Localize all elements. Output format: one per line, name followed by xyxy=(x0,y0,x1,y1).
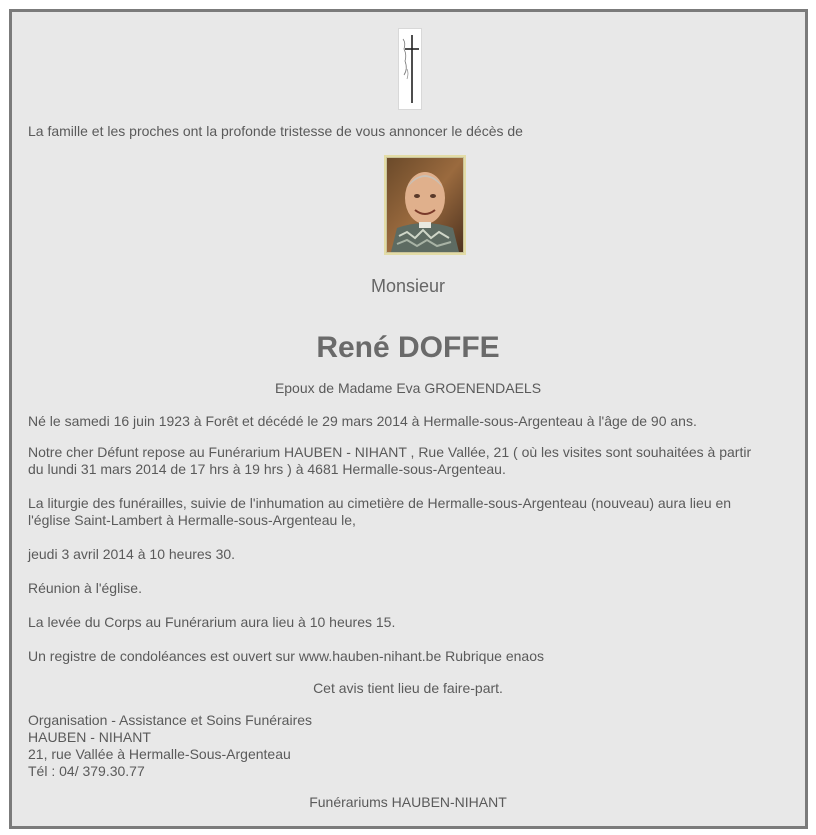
birth-death-text: Né le samedi 16 juin 1923 à Forêt et décédé le 29 mars 2014 à Hermalle-sous-Argenteau à l'âge de 90 ans. xyxy=(28,413,697,429)
registre-text: Un registre de condoléances est ouvert sur www.hauben-nihant.be Rubrique enaos xyxy=(28,648,544,664)
organisation-line-1: Organisation - Assistance et Soins Funéraires xyxy=(28,712,313,728)
repose-line-1: Notre cher Défunt repose au Funérarium HAUBEN - NIHANT , Rue Vallée, 21 ( où les visites sont souhaitées à partir xyxy=(28,444,752,460)
organisation-line-2: HAUBEN - NIHANT xyxy=(28,729,151,745)
portrait-photo xyxy=(384,155,466,255)
liturgy-line-1: La liturgie des funérailles, suivie de l'inhumation au cimetière de Hermalle-sous-Argenteau (nouveau) aura lieu en xyxy=(28,495,732,511)
intro-text: La famille et les proches ont la profonde tristesse de vous annoncer le décès de xyxy=(28,123,523,139)
repose-line-2: du lundi 31 mars 2014 de 17 hrs à 19 hrs ) à 4681 Hermalle-sous-Argenteau. xyxy=(28,461,506,477)
obituary-frame xyxy=(9,9,808,829)
footer-text: Funérariums HAUBEN-NIHANT xyxy=(309,794,507,810)
faire-part-text: Cet avis tient lieu de faire-part. xyxy=(313,680,503,696)
reunion-text: Réunion à l'église. xyxy=(28,580,142,596)
deceased-name: René DOFFE xyxy=(316,331,500,364)
title-text: Monsieur xyxy=(370,276,446,296)
ceremony-date: jeudi 3 avril 2014 à 10 heures 30. xyxy=(28,546,236,562)
organisation-line-3: 21, rue Vallée à Hermalle-Sous-Argenteau xyxy=(28,746,291,762)
spouse-text: Epoux de Madame Eva GROENENDAELS xyxy=(274,380,542,396)
organisation-phone: Tél : 04/ 379.30.77 xyxy=(28,763,145,779)
levee-text: La levée du Corps au Funérarium aura lieu à 10 heures 15. xyxy=(28,614,396,630)
liturgy-line-2: l'église Saint-Lambert à Hermalle-sous-Argenteau le, xyxy=(28,512,356,528)
cross-icon xyxy=(398,28,422,110)
